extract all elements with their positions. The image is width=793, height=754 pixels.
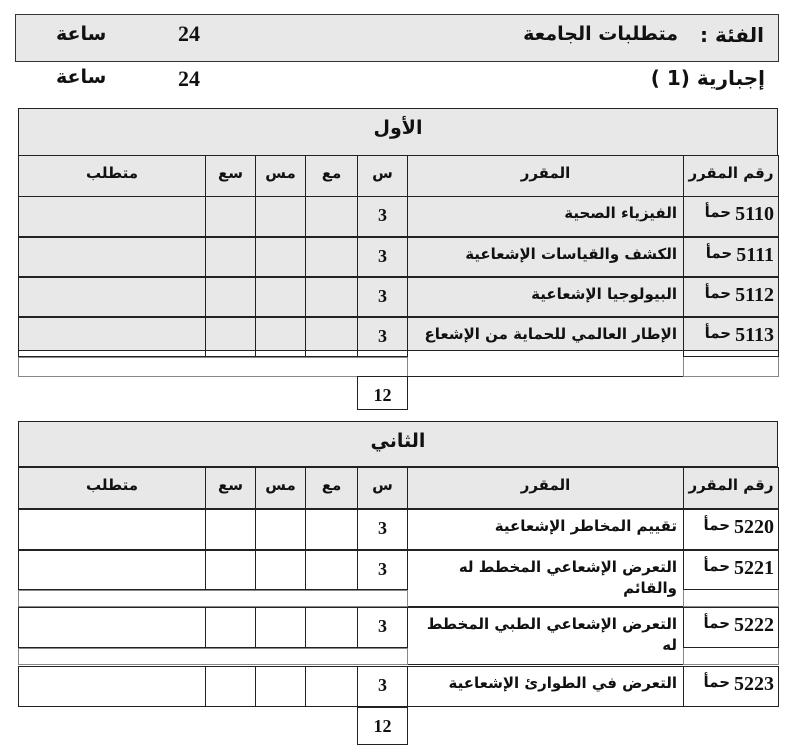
course-prefix: حمأ (704, 203, 732, 221)
credit-hours: 3 (357, 509, 408, 550)
course-code (683, 196, 779, 237)
column-header-ma: مع (305, 155, 358, 351)
course-number: 5112 (735, 284, 774, 306)
column-header-sa: سع (205, 467, 256, 509)
empty-cell-sa (205, 550, 256, 590)
course-name: التعرض الإشعاعي المخطط له والقائم (407, 550, 684, 607)
empty-cell-prereq (18, 196, 206, 237)
table-title: الثاني (18, 421, 778, 467)
category-hours: 24 (178, 21, 200, 46)
column-header-s: س (357, 155, 408, 351)
empty-cell-ma (305, 317, 358, 357)
course-code (683, 237, 779, 277)
empty-cell-ms (255, 607, 306, 648)
empty-cell-prereq (18, 237, 206, 277)
row-continuation (683, 590, 779, 607)
course-name: التعرض في الطوارئ الإشعاعية (407, 666, 684, 707)
course-number: 5220 (734, 516, 774, 538)
course-prefix: حمأ (704, 324, 732, 342)
empty-cell-ms (255, 196, 306, 237)
empty-cell-ma (305, 277, 358, 317)
credit-hours: 3 (357, 237, 408, 277)
total-credits: 12 (357, 707, 408, 745)
subcategory-label: إجبارية (1 ) (650, 66, 765, 90)
empty-cell-ms (255, 666, 306, 707)
empty-cell-prereq (18, 550, 206, 590)
column-header-ma: مع (305, 467, 358, 509)
column-header-s: س (357, 467, 408, 509)
empty-cell-ms (255, 237, 306, 277)
course-name: الإطار العالمي للحماية من الإشعاع (407, 317, 684, 377)
subcategory-hours: 24 (178, 66, 200, 91)
row-continuation (18, 590, 408, 607)
course-prefix: حمأ (703, 614, 730, 632)
empty-cell-prereq (18, 666, 206, 707)
course-number: 5221 (734, 557, 774, 579)
credit-hours: 3 (357, 277, 408, 317)
empty-cell-prereq (18, 317, 206, 357)
course-code (683, 509, 779, 550)
column-header-code: رقم المقرر (683, 467, 779, 509)
empty-cell-sa (205, 237, 256, 277)
empty-cell-ma (305, 666, 358, 707)
empty-cell-sa (205, 607, 256, 648)
course-prefix: حمأ (705, 244, 733, 262)
course-prefix: حمأ (703, 516, 730, 534)
credit-hours: 3 (357, 550, 408, 590)
empty-cell-sa (205, 666, 256, 707)
empty-cell-ma (305, 607, 358, 648)
empty-cell-sa (205, 277, 256, 317)
subcategory-hours-unit: ساعة (56, 66, 107, 88)
column-header-ms: مس (255, 467, 306, 509)
category-hours-unit: ساعة (56, 23, 107, 45)
course-number: 5110 (735, 203, 774, 225)
course-name: الفيزياء الصحية (407, 196, 684, 237)
course-code (683, 666, 779, 707)
course-code (683, 277, 779, 317)
course-name: البيولوجيا الإشعاعية (407, 277, 684, 317)
column-header-ms: مس (255, 155, 306, 351)
empty-cell-ma (305, 509, 358, 550)
row-continuation (683, 357, 779, 377)
empty-cell-ms (255, 277, 306, 317)
course-number: 5113 (735, 324, 774, 346)
empty-cell-prereq (18, 509, 206, 550)
empty-cell-ma (305, 237, 358, 277)
course-name: الكشف والقياسات الإشعاعية (407, 237, 684, 277)
table-title: الأول (18, 108, 778, 263)
course-number: 5111 (736, 244, 774, 266)
column-header-sa: سع (205, 155, 256, 351)
credit-hours: 3 (357, 666, 408, 707)
row-continuation (18, 648, 408, 665)
empty-cell-sa (205, 509, 256, 550)
course-prefix: حمأ (703, 557, 730, 575)
credit-hours: 3 (357, 317, 408, 357)
empty-cell-sa (205, 196, 256, 237)
empty-cell-ms (255, 550, 306, 590)
column-header-prereq: متطلب (18, 467, 206, 509)
empty-cell-sa (205, 317, 256, 357)
row-continuation (683, 648, 779, 665)
category-value: متطلبات الجامعة (523, 23, 678, 45)
empty-cell-ms (255, 509, 306, 550)
empty-cell-ma (305, 196, 358, 237)
column-header-course: المقرر (407, 467, 684, 509)
total-credits: 12 (357, 376, 408, 410)
course-name: التعرض الإشعاعي الطبي المخطط له (407, 607, 684, 665)
course-code (683, 550, 779, 590)
category-label: الفئة : (699, 23, 764, 47)
course-prefix: حمأ (704, 284, 732, 302)
course-code (683, 607, 779, 648)
column-header-prereq: متطلب (18, 155, 206, 351)
row-continuation (18, 357, 408, 377)
empty-cell-prereq (18, 277, 206, 317)
course-prefix: حمأ (703, 673, 730, 691)
credit-hours: 3 (357, 607, 408, 648)
course-number: 5223 (734, 673, 774, 695)
category-header (15, 14, 779, 62)
empty-cell-ms (255, 317, 306, 357)
column-header-code: رقم المقرر (683, 155, 779, 351)
empty-cell-ma (305, 550, 358, 590)
course-number: 5222 (734, 614, 774, 636)
empty-cell-prereq (18, 607, 206, 648)
course-code (683, 317, 779, 357)
course-name: تقييم المخاطر الإشعاعية (407, 509, 684, 550)
credit-hours: 3 (357, 196, 408, 237)
column-header-course: المقرر (407, 155, 684, 351)
